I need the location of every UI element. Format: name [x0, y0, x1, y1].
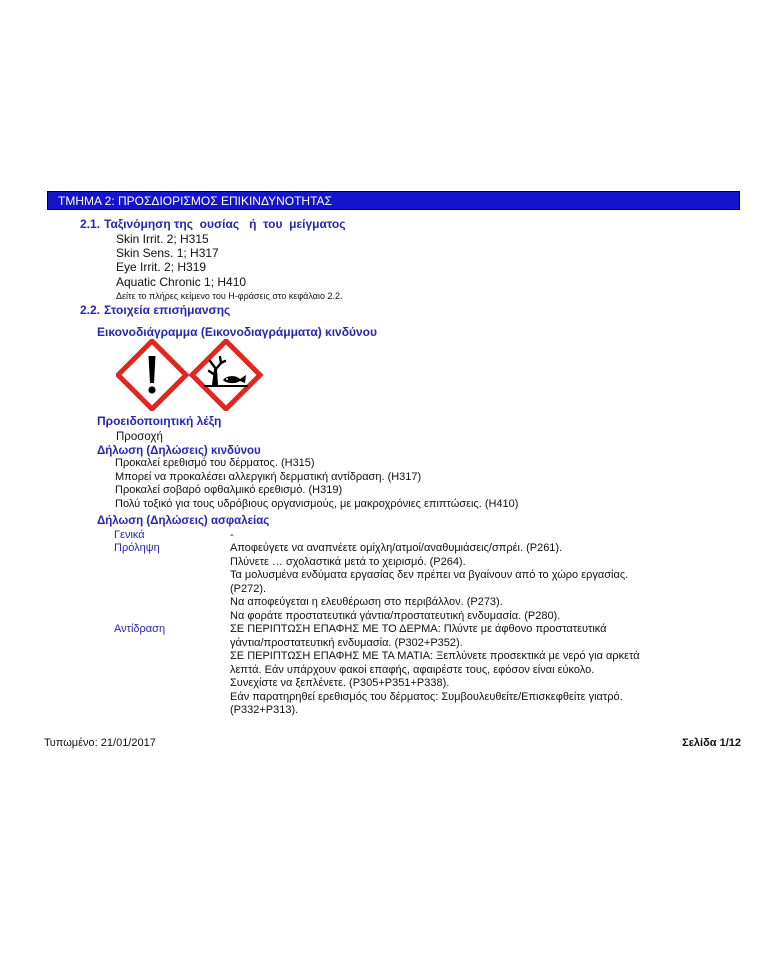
- precaution-line: Να αποφεύγεται η ελευθέρωση στο περιβάλλον. (P273).: [230, 596, 503, 608]
- precaution-line: Να φοράτε προστατευτικά γάντια/προστατευτική ενδυμασία. (P280).: [230, 609, 561, 622]
- hazard-statements-heading: Δήλωση (Δηλώσεις) κινδύνου: [97, 445, 261, 457]
- pictograms-heading: Εικονοδιάγραμμα (Εικονοδιαγράμματα) κινδύνου: [97, 325, 377, 339]
- signal-word-heading: Προειδοποιητική λέξη: [97, 414, 222, 428]
- hazard-statement: Μπορεί να προκαλέσει αλλεργική δερματική αντίδραση. (H317): [115, 470, 422, 483]
- classification-item: Aquatic Chronic 1; H410: [116, 274, 247, 289]
- precaution-response-label: Αντίδραση: [114, 623, 166, 635]
- label-elements-title: Στοιχεία επισήμανσης: [104, 303, 231, 317]
- label-elements-number: 2.2.: [80, 303, 101, 317]
- precaution-response-text: [230, 623, 690, 718]
- precaution-general-text: [230, 529, 690, 543]
- classification-item: Eye Irrit. 2; H319: [116, 260, 207, 275]
- precaution-line: λεπτά. Εάν υπάρχουν φακοί επαφής, αφαιρέστε τους, εφόσον είναι εύκολο.: [230, 663, 595, 676]
- printed-date: Τυπωμένο: 21/01/2017: [44, 737, 156, 749]
- precaution-line: (P332+P313).: [230, 704, 299, 716]
- classification-note: Δείτε το πλήρες κείμενο του H-φράσεις στο κεφάλαιο 2.2.: [116, 290, 343, 301]
- precaution-line: ΣΕ ΠΕΡΙΠΤΩΣΗ ΕΠΑΦΗΣ ΜΕ ΤΑ ΜΑΤΙΑ: Ξεπλύνετε προσεκτικά με νερό για αρκετά: [230, 650, 640, 662]
- hazard-statement: Προκαλεί σοβαρό οφθαλμικό ερεθισμό. (H319): [115, 484, 343, 496]
- hazard-statements-list: [115, 457, 518, 511]
- precautionary-statements-heading: Δήλωση (Δηλώσεις) ασφαλείας: [97, 515, 270, 527]
- hazard-statement: Προκαλεί ερεθισμό του δέρματος. (H315): [115, 457, 315, 469]
- classification-item: Skin Irrit. 2; H315: [116, 232, 209, 246]
- pictogram-svg: [116, 339, 266, 411]
- precaution-line: Αποφεύγετε να αναπνέετε ομίχλη/ατμοί/αναθυμιάσεις/σπρέι. (P261).: [230, 542, 563, 554]
- label-elements-heading: [80, 303, 230, 317]
- classification-number: 2.1.: [80, 217, 101, 231]
- precaution-line: (P272).: [230, 582, 267, 595]
- classification-list: [116, 232, 342, 303]
- classification-heading: [80, 217, 346, 231]
- precaution-line: Τα μολυσμένα ενδύματα εργασίας δεν πρέπει να βγαίνουν από το χώρο εργασίας.: [230, 569, 629, 581]
- environment-hazard-icon: [192, 341, 260, 409]
- signal-word: Προσοχή: [116, 431, 163, 443]
- pictogram-group: [116, 339, 266, 411]
- precaution-line: Πλύνετε … σχολαστικά μετά το χειρισμό. (P264).: [230, 555, 466, 568]
- page-number: Σελίδα 1/12: [682, 737, 741, 749]
- classification-title: Ταξινόμηση της ουσίας ή του μείγματος: [104, 217, 346, 231]
- precaution-line: -: [230, 529, 234, 541]
- classification-item: Skin Sens. 1; H317: [116, 246, 219, 261]
- precaution-prevention-text: [230, 542, 690, 623]
- precaution-line: Συνεχίστε να ξεπλένετε. (P305+P351+P338).: [230, 677, 450, 689]
- precaution-line: ΣΕ ΠΕΡΙΠΤΩΣΗ ΕΠΑΦΗΣ ΜΕ ΤΟ ΔΕΡΜΑ: Πλύντε με άφθονο προστατευτικά: [230, 623, 607, 635]
- precaution-line: Εάν παρατηρηθεί ερεθισμός του δέρματος: Συμβουλευθείτε/Επισκεφθείτε γιατρό.: [230, 690, 623, 703]
- precaution-general-label: Γενικά: [114, 529, 145, 541]
- precaution-line: γάντια/προστατευτική ενδυμασία. (P302+P352).: [230, 636, 463, 649]
- section-banner: ΤΜΗΜΑ 2: ΠΡΟΣΔΙΟΡΙΣΜΟΣ ΕΠΙΚΙΝΔΥΝΟΤΗΤΑΣ: [47, 191, 740, 210]
- exclamation-mark-icon: [118, 341, 186, 409]
- precaution-prevention-label: Πρόληψη: [114, 542, 160, 554]
- hazard-statement: Πολύ τοξικό για τους υδρόβιους οργανισμούς, με μακροχρόνιες επιπτώσεις. (H410): [115, 497, 519, 510]
